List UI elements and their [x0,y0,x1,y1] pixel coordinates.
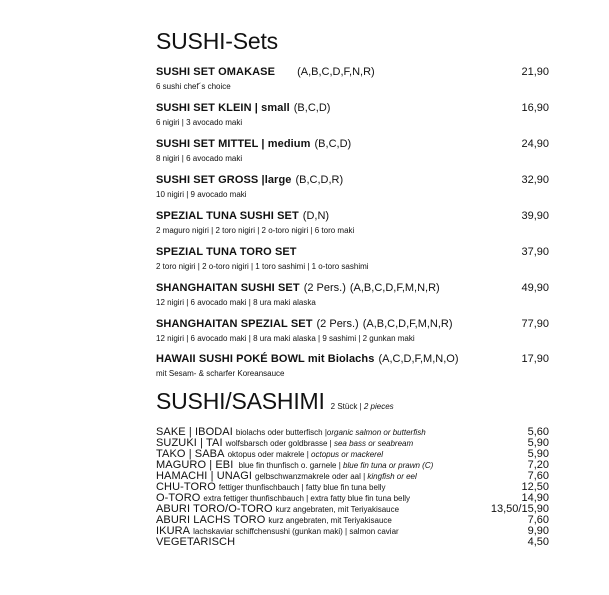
item-price: 12,50 [521,481,549,493]
item-description: 2 toro nigiri | 2 o-toro nigiri | 1 toro sashimi | 1 o-toro sashimi [156,262,369,271]
item-description: extra fettiger thunfischbauch | extra fatty blue fin tuna belly [203,494,411,503]
item-name: CHU-TORO [156,481,216,493]
menu-item-shanghaitan-spezial-set [156,314,549,343]
item-name: HAMACHI | UNAGI [156,470,253,482]
item-price: 4,50 [527,536,549,548]
menu-item-spezial-tuna-sushi-set [156,206,549,235]
sashimi-row-ikura [156,521,549,537]
item-name: SUSHI SET GROSS | [156,174,265,186]
menu-item-spezial-tuna-toro-set [156,242,549,271]
item-name: SHANGHAITAN SPEZIAL SET [156,318,313,330]
item-persons: (2 Pers.) [316,318,359,330]
item-name: HAWAII SUSHI POKÉ BOWL mit Biolachs [156,353,375,365]
item-description: biolachs oder butterfisch |organic salmon or butterfish [235,428,426,437]
item-description: 10 nigiri | 9 avocado maki [156,190,247,199]
sashimi-row-tako-saba [156,444,549,460]
section-title-sushi-sets: SUSHI-Sets [156,28,278,54]
item-name-en: small [261,102,290,114]
item-name: SPEZIAL TUNA SUSHI SET [156,210,299,222]
sashimi-row-maguro-ebi [156,455,549,471]
item-description: oktopus oder makrele | octopus or mackerel [227,450,384,459]
item-name: TAKO | SABA [156,448,225,460]
item-allergens: (A,B,C,D,F,M,N,R) [362,318,453,330]
item-name: ABURI TORO/O-TORO [156,503,273,515]
section-subtitle [331,402,394,411]
item-allergens: (B,C,D) [293,102,331,114]
sashimi-row-sake-ibodai [156,422,549,438]
item-name: VEGETARISCH [156,536,236,548]
item-name: SUSHI SET MITTEL | [156,138,268,150]
item-price: 49,90 [521,282,549,294]
item-name: ABURI LACHS TORO [156,514,266,526]
sashimi-row-chu-toro [156,477,549,493]
subtitle-en: 2 pieces [363,402,394,411]
item-name: IKURA [156,525,191,537]
menu-item-hawaii-sushi-poke-bowl [156,349,549,378]
subtitle-de: 2 Stück | [330,402,362,411]
menu-item-sushi-set-gross [156,170,549,199]
item-description: 12 nigiri | 6 avocado maki | 8 ura maki alaska | 9 sashimi | 2 gunkan maki [156,334,415,343]
item-name: SAKE | IBODAI [156,426,233,438]
item-persons: (2 Pers.) [303,282,346,294]
item-description: 6 nigiri | 3 avocado maki [156,118,243,127]
item-description: kurz angebraten, mit Teriyakisauce [275,505,400,514]
item-description: 8 nigiri | 6 avocado maki [156,154,243,163]
item-price: 14,90 [521,492,549,504]
item-price: 17,90 [521,353,549,365]
section-title-text: SUSHI/SASHIMI [156,388,325,414]
item-price: 7,60 [527,470,549,482]
item-allergens: (B,C,D) [314,138,352,150]
item-description: kurz angebraten, mit Teriyakisauce [268,516,392,525]
item-description: 12 nigiri | 6 avocado maki | 8 ura maki alaska [156,298,316,307]
item-description: 2 maguro nigiri | 2 toro nigiri | 2 o-toro nigiri | 6 toro maki [156,226,355,235]
item-allergens: (A,C,D,F,M,N,O) [378,353,459,365]
item-price: 5,60 [527,426,549,438]
sashimi-row-hamachi-unagi [156,466,549,482]
item-name: SPEZIAL TUNA TORO SET [156,246,297,258]
item-price: 13,50/15,90 [490,503,549,515]
item-price: 7,20 [527,459,549,471]
item-price: 5,90 [527,437,549,449]
item-name-en: medium [267,138,311,150]
item-price: 16,90 [521,102,549,114]
item-name: O-TORO [156,492,201,504]
sashimi-row-o-toro [156,488,549,504]
item-price: 32,90 [521,174,549,186]
item-description: fettiger thunfischbauch | fatty blue fin tuna belly [218,483,386,492]
section-title-sushi-sashimi [156,388,394,415]
item-name: SUSHI SET OMAKASE [156,66,276,78]
item-price: 39,90 [521,210,549,222]
item-price: 37,90 [521,246,549,258]
item-name: MAGURO | EBI [156,459,234,471]
item-allergens: (A,B,C,D,F,M,N,R) [349,282,440,294]
item-description: 6 sushi chef´s choice [156,82,231,91]
item-price: 77,90 [521,318,549,330]
item-allergens: (B,C,D,R) [295,174,344,186]
sashimi-row-suzuki-tai [156,433,549,449]
item-price: 9,90 [527,525,549,537]
sashimi-row-vegetarisch [156,532,549,548]
item-description: lachskaviar schiffchensushi (gunkan maki) | salmon caviar [193,527,399,536]
item-allergens: (D,N) [302,210,330,222]
item-price: 5,90 [527,448,549,460]
item-price: 7,60 [527,514,549,526]
item-price: 24,90 [521,138,549,150]
sashimi-row-aburi-toro-o-toro [156,499,549,515]
menu-item-shanghaitan-sushi-set [156,278,549,307]
item-allergens: (A,B,C,D,F,N,R) [297,66,375,78]
item-name: SUSHI SET KLEIN | [156,102,262,114]
item-name: SUZUKI | TAI [156,437,223,449]
item-description: mit Sesam- & scharfer Koreansauce [156,369,285,378]
menu-item-sushi-set-omakase [156,62,549,91]
item-name-en: large [264,174,292,186]
item-description: blue fin thunfisch o. garnele | blue fin tuna or prawn (C) [236,461,434,470]
menu-item-sushi-set-mittel [156,134,549,163]
item-price: 21,90 [521,66,549,78]
sashimi-row-aburi-lachs-toro [156,510,549,526]
item-description: gelbschwanzmakrele oder aal | kingfish or eel [255,472,417,481]
item-description: wolfsbarsch oder goldbrasse | sea bass or seabream [225,439,414,448]
item-name: SHANGHAITAN SUSHI SET [156,282,300,294]
menu-item-sushi-set-klein [156,98,549,127]
